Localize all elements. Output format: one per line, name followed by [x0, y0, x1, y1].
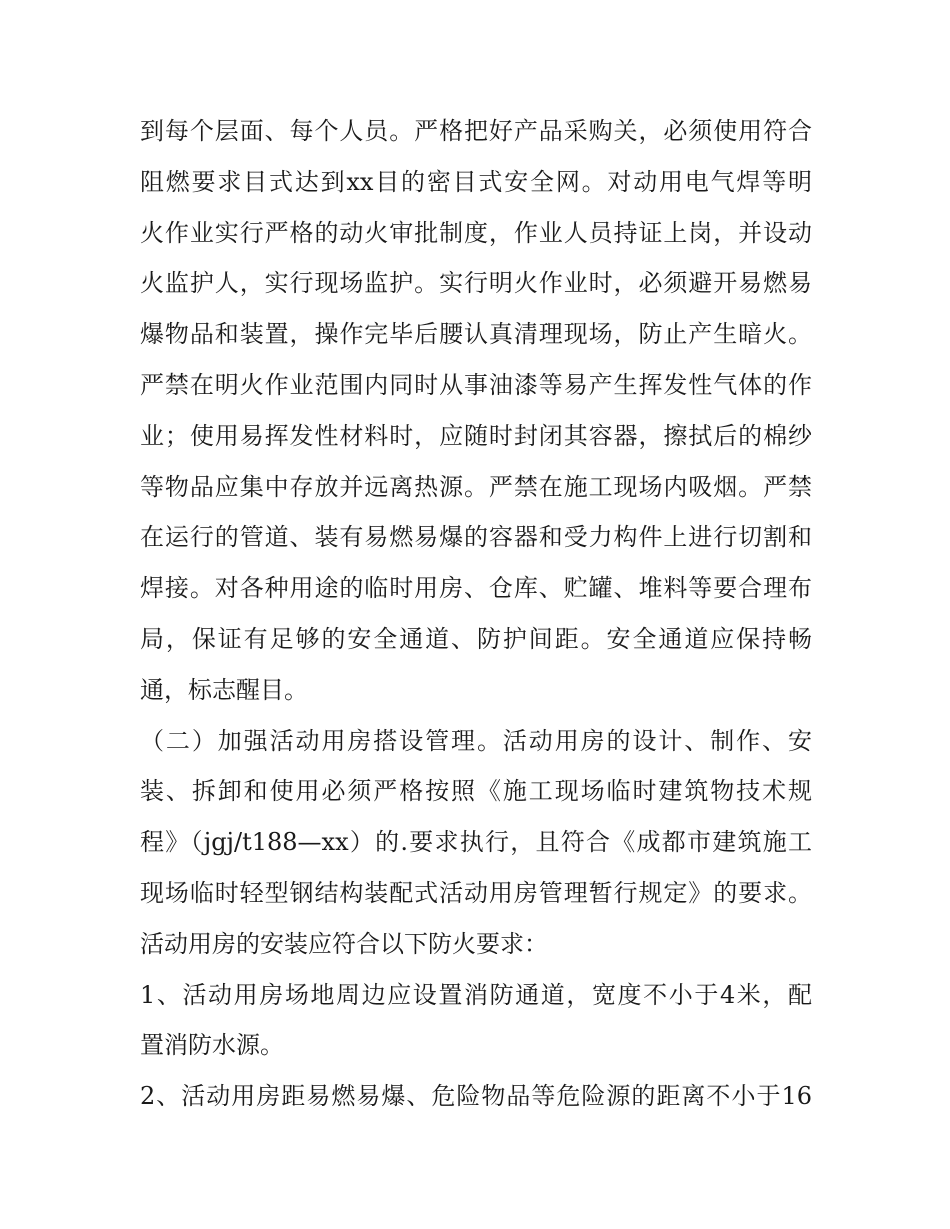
list-item-1-line: 置消防水源。: [140, 1031, 284, 1060]
section-heading-line: （二）加强活动用房搭设管理。活动用房的设计、制作、安: [140, 726, 812, 755]
text-line: 通，标志醒目。: [140, 675, 308, 704]
text-line: 到每个层面、每个人员。严格把好产品采购关，必须使用符合: [140, 117, 812, 145]
text-line: 焊接。对各种用途的临时用房、仓库、贮罐、堆料等要合理布: [140, 574, 812, 603]
text-line: 装、拆卸和使用必须严格按照《施工现场临时建筑物技术规: [140, 777, 812, 806]
text-line: 等物品应集中存放并远离热源。严禁在施工现场内吸烟。严禁: [140, 472, 812, 501]
text-line: 严禁在明火作业范围内同时从事油漆等易产生挥发性气体的作: [140, 370, 812, 399]
text-line: 局，保证有足够的安全通道、防护间距。安全通道应保持畅: [140, 624, 812, 653]
text-line: 现场临时轻型钢结构装配式活动用房管理暂行规定》的要求。: [140, 878, 812, 907]
document-body: [140, 106, 812, 1122]
text-line: 阻燃要求目式达到xx目的密目式安全网。对动用电气焊等明: [140, 167, 812, 196]
text-line: 业；使用易挥发性材料时，应随时封闭其容器，擦拭后的棉纱: [140, 421, 812, 450]
text-line: 在运行的管道、装有易燃易爆的容器和受力构件上进行切割和: [140, 523, 812, 552]
list-item-2-line: 2、活动用房距易燃易爆、危险物品等危险源的距离不小于16: [140, 1082, 812, 1111]
text-line: 爆物品和装置，操作完毕后腰认真清理现场，防止产生暗火。: [140, 320, 812, 349]
text-line: 活动用房的安装应符合以下防火要求：: [140, 929, 548, 958]
text-line: 程》（jgj/t188—xx）的.要求执行，且符合《成都市建筑施工: [140, 828, 812, 857]
list-item-1-line: 1、活动用房场地周边应设置消防通道，宽度不小于4米，配: [140, 980, 812, 1009]
text-line: 火监护人，实行现场监护。实行明火作业时，必须避开易燃易: [140, 269, 812, 298]
text-line: 火作业实行严格的动火审批制度，作业人员持证上岗，并设动: [140, 218, 812, 247]
